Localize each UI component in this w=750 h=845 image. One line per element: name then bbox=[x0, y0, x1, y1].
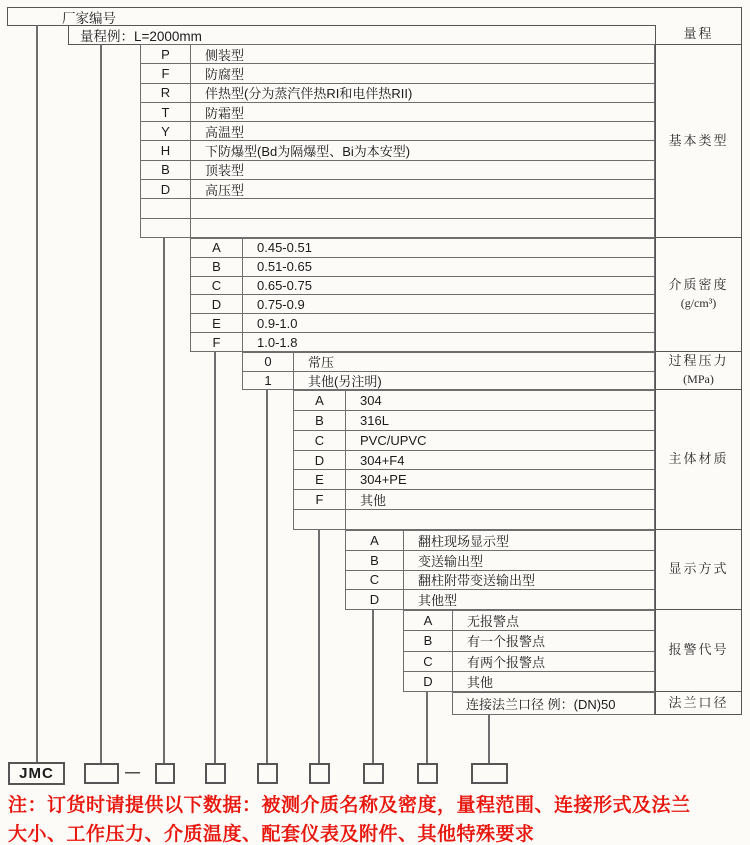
table-row bbox=[346, 531, 654, 551]
code-cell: E bbox=[294, 470, 346, 489]
code-cell: 1 bbox=[243, 372, 294, 390]
table-row bbox=[404, 672, 654, 691]
table-row bbox=[191, 314, 654, 333]
table-row bbox=[141, 45, 654, 64]
desc-cell: 有一个报警点 bbox=[467, 634, 546, 650]
selection-table-density bbox=[190, 238, 655, 352]
code-box-basic-type bbox=[155, 763, 175, 784]
desc-cell bbox=[191, 199, 654, 217]
code-cell: R bbox=[141, 84, 191, 102]
desc-cell: 防腐型 bbox=[205, 66, 245, 82]
code-cell: A bbox=[191, 239, 243, 257]
table-row bbox=[294, 490, 654, 510]
order-note-line2: 大小、工作压力、介质温度、配套仪表及附件、其他特殊要求 bbox=[8, 823, 535, 845]
code-cell: F bbox=[294, 490, 346, 509]
connector-line-alarm bbox=[426, 692, 428, 763]
section-label-display: 显示方式 bbox=[655, 530, 742, 610]
desc-cell: 其他 bbox=[360, 493, 387, 509]
code-cell bbox=[141, 199, 191, 217]
connector-line-range bbox=[100, 44, 102, 763]
desc-cell: PVC/UPVC bbox=[360, 432, 427, 448]
code-box-density bbox=[205, 763, 226, 784]
code-cell: A bbox=[346, 531, 404, 550]
code-cell: Y bbox=[141, 122, 191, 140]
order-note-line1: 注：订货时请提供以下数据：被测介质名称及密度，量程范围、连接形式及法兰 bbox=[8, 795, 691, 816]
table-row bbox=[294, 510, 654, 529]
desc-cell: 0.45-0.51 bbox=[257, 240, 312, 256]
code-cell bbox=[141, 219, 191, 237]
code-cell: T bbox=[141, 103, 191, 121]
table-row bbox=[243, 372, 654, 390]
code-cell: C bbox=[346, 571, 404, 590]
table-row bbox=[141, 141, 654, 160]
selection-table-display bbox=[345, 530, 655, 610]
code-cell: B bbox=[294, 411, 346, 430]
table-row bbox=[404, 631, 654, 651]
order-note bbox=[8, 792, 748, 845]
desc-cell: 侧装型 bbox=[205, 47, 245, 63]
table-row bbox=[346, 571, 654, 591]
table-row bbox=[141, 219, 654, 237]
desc-cell: 变送输出型 bbox=[418, 553, 484, 569]
desc-cell: 伴热型(分为蒸汽伴热RI和电伴热RII) bbox=[205, 86, 413, 102]
flange-row bbox=[452, 692, 655, 715]
section-label-range: 量程 bbox=[655, 25, 742, 45]
connector-line-pressure bbox=[266, 390, 268, 763]
desc-cell: 常压 bbox=[308, 355, 335, 371]
separator-dash: — bbox=[125, 764, 140, 781]
desc-cell: 304+F4 bbox=[360, 452, 405, 468]
code-box-pressure bbox=[257, 763, 278, 784]
table-row bbox=[191, 333, 654, 351]
connector-line-factory bbox=[36, 25, 38, 763]
code-cell: P bbox=[141, 45, 191, 63]
desc-cell: 316L bbox=[360, 412, 389, 428]
code-box-display bbox=[363, 763, 384, 784]
factory-code-label: 厂家编号 bbox=[62, 10, 116, 26]
section-label-pressure: 过程压力 (MPa) bbox=[655, 352, 742, 390]
desc-cell: 其他(另注明) bbox=[308, 373, 382, 389]
selection-table-basic-type bbox=[140, 44, 655, 238]
desc-cell: 有两个报警点 bbox=[467, 654, 546, 670]
table-row bbox=[141, 64, 654, 83]
code-box-range bbox=[84, 763, 119, 784]
selection-table-pressure bbox=[242, 352, 655, 390]
connector-line-basic-type bbox=[163, 238, 165, 763]
code-cell: C bbox=[191, 277, 243, 295]
section-label-alarm: 报警代号 bbox=[655, 610, 742, 692]
code-cell: D bbox=[141, 180, 191, 198]
code-cell: D bbox=[191, 295, 243, 313]
code-cell: B bbox=[404, 631, 453, 650]
section-label-basic-type: 基本类型 bbox=[655, 45, 742, 238]
table-row bbox=[141, 103, 654, 122]
desc-cell bbox=[191, 219, 654, 237]
desc-cell: 无报警点 bbox=[467, 614, 520, 630]
table-row bbox=[191, 277, 654, 296]
table-row bbox=[191, 295, 654, 314]
code-box-alarm bbox=[417, 763, 438, 784]
desc-cell: 1.0-1.8 bbox=[257, 334, 298, 350]
desc-cell: 304 bbox=[360, 392, 382, 408]
desc-cell: 顶装型 bbox=[205, 163, 245, 179]
code-cell: B bbox=[346, 551, 404, 570]
table-row bbox=[191, 258, 654, 277]
desc-cell: 其他型 bbox=[418, 593, 458, 609]
connector-line-flange bbox=[488, 715, 490, 763]
factory-code-box bbox=[7, 7, 742, 26]
code-cell: E bbox=[191, 314, 243, 332]
desc-cell: 0.75-0.9 bbox=[257, 296, 305, 312]
table-row bbox=[141, 199, 654, 218]
table-row bbox=[294, 431, 654, 451]
table-row bbox=[294, 470, 654, 490]
code-cell: C bbox=[294, 431, 346, 450]
code-cell: 0 bbox=[243, 353, 294, 371]
desc-cell: 高温型 bbox=[205, 124, 245, 140]
code-cell: D bbox=[404, 672, 453, 691]
section-label-flange: 法兰口径 bbox=[655, 692, 742, 715]
selection-table-material bbox=[293, 390, 655, 530]
table-row bbox=[294, 451, 654, 471]
table-row bbox=[294, 411, 654, 431]
code-cell: B bbox=[191, 258, 243, 276]
table-row bbox=[294, 391, 654, 411]
range-example-text: 量程例：L=2000mm bbox=[80, 29, 202, 44]
table-row bbox=[141, 161, 654, 180]
flange-text: 连接法兰口径 例：(DN)50 bbox=[466, 697, 616, 712]
code-cell: C bbox=[404, 652, 453, 671]
code-cell bbox=[294, 510, 346, 529]
code-cell: A bbox=[294, 391, 346, 410]
connector-line-material bbox=[318, 530, 320, 763]
label-column bbox=[655, 25, 742, 715]
selection-table-alarm bbox=[403, 610, 655, 692]
code-cell: A bbox=[404, 611, 453, 630]
desc-cell: 其他 bbox=[467, 674, 494, 690]
model-prefix-box: JMC bbox=[8, 762, 65, 785]
code-box-material bbox=[309, 763, 330, 784]
table-row bbox=[141, 180, 654, 199]
desc-cell: 翻柱现场显示型 bbox=[418, 533, 510, 549]
code-cell: D bbox=[294, 451, 346, 470]
table-row bbox=[141, 84, 654, 103]
desc-cell bbox=[346, 510, 654, 529]
desc-cell: 0.51-0.65 bbox=[257, 259, 312, 275]
table-row bbox=[404, 611, 654, 631]
desc-cell: 0.9-1.0 bbox=[257, 315, 298, 331]
table-row bbox=[243, 353, 654, 372]
connector-line-display bbox=[372, 610, 374, 763]
code-cell: F bbox=[141, 64, 191, 82]
desc-cell: 0.65-0.75 bbox=[257, 278, 312, 294]
code-box-flange bbox=[471, 763, 508, 784]
code-cell: F bbox=[191, 333, 243, 351]
code-cell: B bbox=[141, 161, 191, 179]
table-row bbox=[346, 551, 654, 571]
section-label-material: 主体材质 bbox=[655, 390, 742, 530]
code-cell: D bbox=[346, 590, 404, 609]
range-row bbox=[68, 25, 742, 45]
desc-cell: 防霜型 bbox=[205, 105, 245, 121]
table-row bbox=[191, 239, 654, 258]
desc-cell: 下防爆型(Bd为隔爆型、Bi为本安型) bbox=[205, 144, 411, 160]
desc-cell: 304+PE bbox=[360, 472, 407, 488]
desc-cell: 高压型 bbox=[205, 182, 245, 198]
connector-line-density bbox=[214, 352, 216, 763]
desc-cell: 翻柱附带变送输出型 bbox=[418, 573, 536, 589]
table-row bbox=[404, 652, 654, 672]
table-row bbox=[141, 122, 654, 141]
section-label-density: 介质密度 (g/cm³) bbox=[655, 238, 742, 352]
code-cell: H bbox=[141, 141, 191, 159]
table-row bbox=[346, 590, 654, 609]
